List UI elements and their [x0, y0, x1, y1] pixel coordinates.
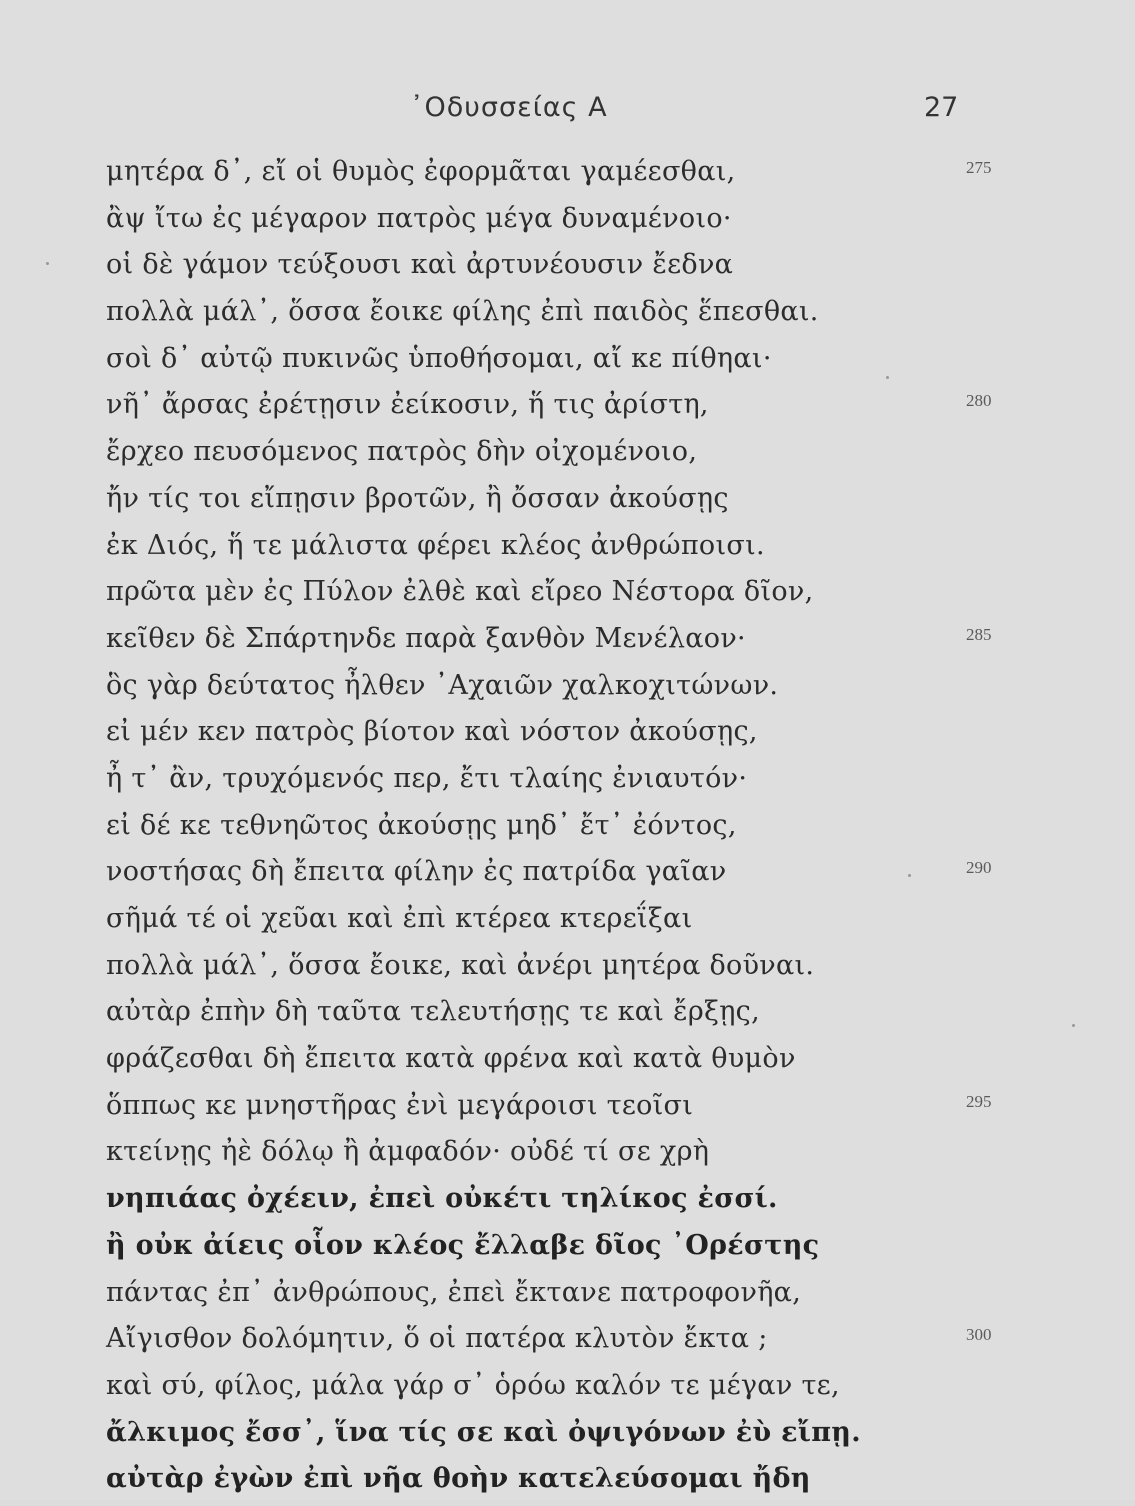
verse-text: εἰ δέ κε τεθνηῶτος ἀκούσῃς μηδ᾽ ἔτ᾽ ἐόντος, [106, 809, 737, 841]
verse-text: κεῖθεν δὲ Σπάρτηνδε παρὰ ξανθὸν Μενέλαον· [106, 622, 746, 654]
verse-text: ἄλκιμος ἔσσ᾽, ἵνα τίς σε καὶ ὀψιγόνων ἐὺ εἴπῃ. [106, 1416, 861, 1448]
verse-line [0, 946, 1135, 993]
line-number: 275 [966, 158, 992, 177]
verse-text: φράζεσθαι δὴ ἔπειτα κατὰ φρένα καὶ κατὰ θυμὸν [106, 1043, 796, 1075]
verse-line [0, 759, 1135, 806]
verse-block [0, 152, 1135, 1506]
verse-text: ἦ τ᾽ ἂν, τρυχόμενός περ, ἔτι τλαίης ἐνιαυτόν· [106, 762, 748, 794]
verse-line [0, 666, 1135, 713]
verse-line [0, 1132, 1135, 1179]
verse-text: εἰ μέν κεν πατρὸς βίοτον καὶ νόστον ἀκούσῃς, [106, 716, 758, 748]
verse-line [0, 1226, 1135, 1273]
verse-line [0, 245, 1135, 292]
verse-line [0, 526, 1135, 573]
verse-line [0, 1273, 1135, 1320]
verse-text: ὃς γὰρ δεύτατος ἦλθεν ᾿Αχαιῶν χαλκοχιτώνων. [106, 669, 779, 701]
verse-text: καὶ σύ, φίλος, μάλα γάρ σ᾽ ὁρόω καλόν τε μέγαν τε, [106, 1369, 840, 1401]
paper-speck [886, 376, 889, 379]
verse-text: πολλὰ μάλ᾽, ὅσσα ἔοικε, καὶ ἀνέρι μητέρα δοῦναι. [106, 949, 815, 981]
running-header [0, 92, 1135, 132]
verse-line [0, 1086, 1135, 1133]
verse-line [0, 152, 1135, 199]
verse-line [0, 1366, 1135, 1413]
paper-speck [46, 262, 49, 265]
verse-line [0, 806, 1135, 853]
line-number: 300 [966, 1325, 992, 1345]
verse-line [0, 1319, 1135, 1366]
verse-line [0, 1413, 1135, 1460]
verse-text: πάντας ἐπ᾽ ἀνθρώπους, ἐπεὶ ἔκτανε πατροφονῆα, [106, 1276, 802, 1308]
verse-text: ἂψ ἴτω ἐς μέγαρον πατρὸς μέγα δυναμένοιο· [106, 202, 732, 234]
verse-line [0, 992, 1135, 1039]
verse-text: ἐκ Διός, ἥ τε μάλιστα φέρει κλέος ἀνθρώποισι. [106, 529, 765, 561]
verse-text: ὅππως κε μνηστῆρας ἐνὶ μεγάροισι τεοῖσι [106, 1089, 694, 1121]
verse-text: Αἴγισθον δολόμητιν, ὅ οἱ πατέρα κλυτὸν ἔκτα ; [106, 1323, 768, 1355]
verse-line [0, 479, 1135, 526]
verse-text: ἔρχεο πευσόμενος πατρὸς δὴν οἰχομένοιο, [106, 436, 698, 468]
verse-text: ἤν τίς τοι εἴπῃσιν βροτῶν, ἢ ὄσσαν ἀκούσῃς [106, 482, 729, 514]
line-number: 295 [966, 1091, 992, 1111]
verse-text: μητέρα δ᾽, εἴ οἱ θυμὸς ἐφορμᾶται γαμέεσθαι, [106, 156, 736, 187]
verse-text: αὐτὰρ ἐπὴν δὴ ταῦτα τελευτήσῃς τε καὶ ἔρξῃς, [106, 996, 760, 1028]
line-number: 285 [966, 624, 992, 644]
verse-text: σῆμά τέ οἱ χεῦαι καὶ ἐπὶ κτέρεα κτερεΐξαι [106, 903, 693, 934]
verse-line [0, 1459, 1135, 1506]
verse-line [0, 572, 1135, 619]
verse-text: νοστήσας δὴ ἔπειτα φίλην ἐς πατρίδα γαῖαν [106, 856, 727, 888]
verse-line [0, 292, 1135, 339]
running-title: ᾿Οδυσσείας Α [410, 92, 608, 123]
verse-text: πρῶτα μὲν ἐς Πύλον ἐλθὲ καὶ εἴρεο Νέστορα δῖον, [106, 576, 814, 608]
verse-text: νῆ᾽ ἄρσας ἐρέτῃσιν ἐείκοσιν, ἥ τις ἀρίστη, [106, 389, 709, 421]
verse-text: σοὶ δ᾽ αὐτῷ πυκινῶς ὑποθήσομαι, αἴ κε πίθηαι· [106, 342, 772, 374]
line-number: 280 [966, 391, 992, 411]
verse-text: αὐτὰρ ἐγὼν ἐπὶ νῆα θοὴν κατελεύσομαι ἤδη [106, 1463, 811, 1495]
page-number: 27 [924, 92, 959, 123]
verse-text: οἱ δὲ γάμον τεύξουσι καὶ ἀρτυνέουσιν ἔεδνα [106, 249, 734, 281]
paper-speck [908, 874, 911, 877]
verse-line [0, 339, 1135, 386]
line-number: 290 [966, 858, 992, 878]
verse-line [0, 712, 1135, 759]
verse-line [0, 199, 1135, 246]
verse-text: νηπιάας ὀχέειν, ἐπεὶ οὐκέτι τηλίκος ἐσσί. [106, 1183, 778, 1215]
verse-line [0, 852, 1135, 899]
verse-line [0, 619, 1135, 666]
verse-line [0, 1179, 1135, 1226]
verse-line [0, 899, 1135, 946]
verse-line [0, 385, 1135, 432]
verse-text: κτείνῃς ἠὲ δόλῳ ἢ ἀμφαδόν· οὐδέ τί σε χρὴ [106, 1136, 710, 1168]
verse-line [0, 1039, 1135, 1086]
verse-text: πολλὰ μάλ᾽, ὅσσα ἔοικε φίλης ἐπὶ παιδὸς ἕπεσθαι. [106, 296, 819, 328]
verse-line [0, 432, 1135, 479]
paper-speck [1072, 1024, 1075, 1027]
verse-text: ἢ οὐκ ἀίεις οἷον κλέος ἔλλαβε δῖος ᾿Ορέστης [106, 1229, 820, 1261]
